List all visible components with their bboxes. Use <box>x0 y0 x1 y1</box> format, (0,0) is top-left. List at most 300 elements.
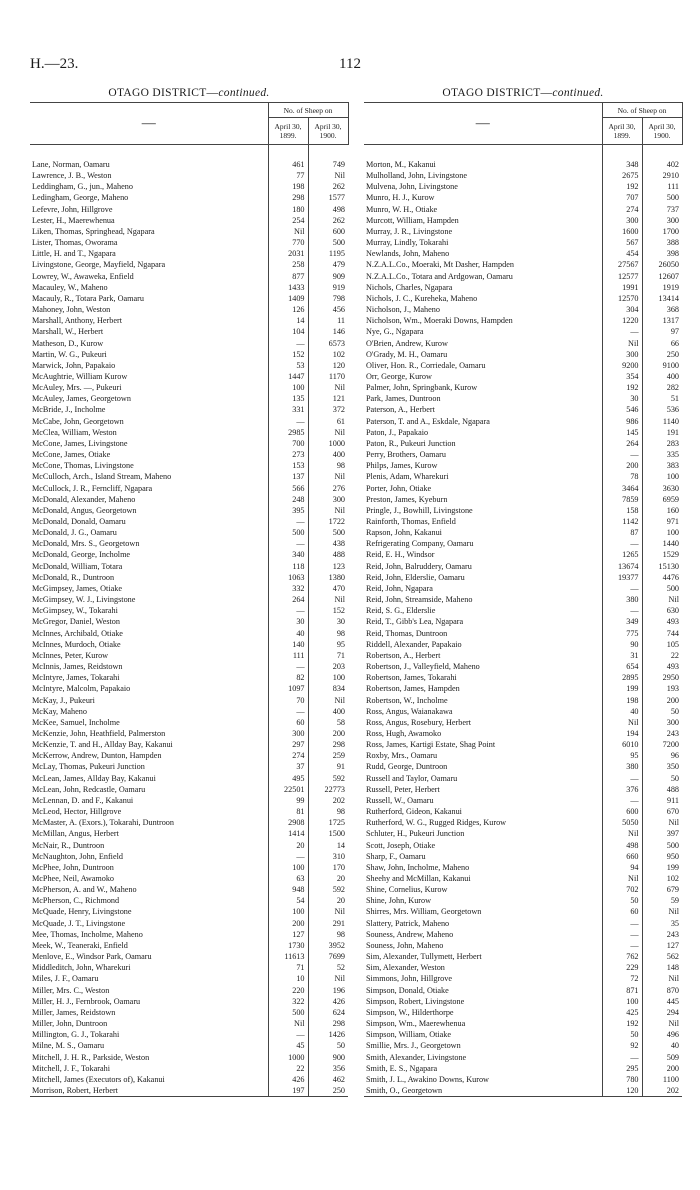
sheep-1900: 488 <box>642 784 682 795</box>
owner-name: McGimpsey, James, Otiake <box>32 583 122 593</box>
owner-name: McCone, James, Livingstone <box>32 438 128 448</box>
sheep-1900: 335 <box>642 449 682 460</box>
table-row <box>364 806 682 817</box>
year-1900-header: April 30, 1900. <box>642 118 682 145</box>
owner-name: O'Grady, M. H., Oamaru <box>366 349 448 359</box>
sheep-1900: 95 <box>308 639 348 650</box>
sheep-1900: 160 <box>642 505 682 516</box>
sheep-1900: 500 <box>642 583 682 594</box>
owner-name: McKee, Samuel, Incholme <box>32 717 120 727</box>
table-row <box>364 650 682 661</box>
sheep-1899: 546 <box>602 404 642 415</box>
table-row <box>30 1085 348 1097</box>
year-1899-header: April 30, 1899. <box>268 118 308 145</box>
owner-name: McGimpsey, W. J., Livingstone <box>32 595 136 605</box>
sheep-1899: — <box>268 661 308 672</box>
sheep-1899: 60 <box>268 717 308 728</box>
sheep-1900: 59 <box>642 895 682 906</box>
sheep-1900: 1700 <box>642 226 682 237</box>
sheep-1900: 1317 <box>642 315 682 326</box>
owner-name: Perry, Brothers, Oamaru <box>366 450 446 460</box>
sheep-1899: Nil <box>268 226 308 237</box>
owner-name: Nichols, J. C., Kureheka, Maheno <box>366 293 478 303</box>
owner-name: Reid, John, Streamside, Maheno <box>366 595 473 605</box>
table-row <box>30 985 348 996</box>
table-row <box>364 215 682 226</box>
table-row <box>364 962 682 973</box>
sheep-1899: 295 <box>602 1063 642 1074</box>
sheep-1899: 7859 <box>602 494 642 505</box>
owner-name: McCone, James, Otiake <box>32 450 111 460</box>
sheep-1899: 40 <box>268 628 308 639</box>
sheep-1899: 153 <box>268 460 308 471</box>
table-row <box>364 572 682 583</box>
sheep-1899: 118 <box>268 561 308 572</box>
table-row <box>30 170 348 181</box>
owner-name: McLeod, Hector, Hillgrove <box>32 807 122 817</box>
owner-name: Little, H. and T., Ngapara <box>32 249 116 259</box>
table-row <box>30 918 348 929</box>
table-row <box>364 828 682 839</box>
owner-name: Lawrence, J. B., Weston <box>32 171 112 181</box>
owner-name: Schluter, H., Pukeuri Junction <box>366 829 465 839</box>
sheep-1899: 871 <box>602 985 642 996</box>
sheep-count-header: No. of Sheep on <box>268 103 348 118</box>
sheep-1900: 1577 <box>308 192 348 203</box>
spacer-row <box>30 145 348 160</box>
sheep-1899: 300 <box>602 215 642 226</box>
owner-name: Shine, Cornelius, Kurow <box>366 885 448 895</box>
sheep-1900: 61 <box>308 416 348 427</box>
sheep-1900: 1170 <box>308 371 348 382</box>
sheep-1900: 679 <box>642 884 682 895</box>
sheep-1900: 2950 <box>642 672 682 683</box>
table-row <box>364 817 682 828</box>
sheep-1900: 102 <box>642 873 682 884</box>
owner-name: McKenzie, T. and H., Allday Bay, Kakanui <box>32 740 173 750</box>
owner-name: Smillie, Mrs. J., Georgetown <box>366 1041 461 1051</box>
sheep-1900: 950 <box>642 851 682 862</box>
sheep-1899: 948 <box>268 884 308 895</box>
sheep-1900: Nil <box>642 1018 682 1029</box>
owner-name: Rutherford, Gideon, Kakanui <box>366 807 462 817</box>
table-row <box>364 371 682 382</box>
owner-name: McInnes, Archibald, Otiake <box>32 628 123 638</box>
owner-name: Simpson, Robert, Livingstone <box>366 996 465 1006</box>
sheep-1900: 300 <box>642 215 682 226</box>
table-row <box>30 750 348 761</box>
district-title-right: OTAGO DISTRICT—continued. <box>442 87 604 99</box>
sheep-1900: 120 <box>308 360 348 371</box>
sheep-1899: 1433 <box>268 282 308 293</box>
owner-name: Robertson, J., Valleyfield, Maheno <box>366 662 480 672</box>
sheep-1899: 1730 <box>268 940 308 951</box>
sheep-1899: 264 <box>602 438 642 449</box>
sheep-1900: 562 <box>642 951 682 962</box>
table-row <box>364 483 682 494</box>
sheep-1900: 11 <box>308 315 348 326</box>
table-row <box>364 1029 682 1040</box>
table-row <box>30 706 348 717</box>
table-row <box>364 1040 682 1051</box>
sheep-1900: 196 <box>308 985 348 996</box>
sheep-1899: 395 <box>268 505 308 516</box>
owner-name: Murcott, William, Hampden <box>366 215 459 225</box>
table-row <box>30 438 348 449</box>
table-row <box>364 226 682 237</box>
sheep-1899: 332 <box>268 583 308 594</box>
sheep-1899: 770 <box>268 237 308 248</box>
sheep-1899: Nil <box>602 873 642 884</box>
owner-name: Mahoney, John, Weston <box>32 305 111 315</box>
owner-name: Morton, M., Kakanui <box>366 160 436 169</box>
sheep-1899: 380 <box>602 761 642 772</box>
table-row <box>30 1052 348 1063</box>
sheep-1900: 1140 <box>642 416 682 427</box>
sheep-1899: 127 <box>268 929 308 940</box>
sheep-1899: 92 <box>602 1040 642 1051</box>
sheep-1900: 262 <box>308 215 348 226</box>
sheep-1899: — <box>268 338 308 349</box>
sheep-1900: 1100 <box>642 1074 682 1085</box>
sheep-1899: 120 <box>602 1085 642 1097</box>
owner-name: McBride, J., Incholme <box>32 405 106 415</box>
table-row <box>364 1007 682 1018</box>
sheep-table-left <box>30 102 349 1097</box>
table-row <box>364 672 682 683</box>
sheep-1899: 2895 <box>602 672 642 683</box>
table-row <box>30 717 348 728</box>
sheep-1899: 104 <box>268 326 308 337</box>
sheep-1899: 63 <box>268 873 308 884</box>
table-row <box>30 739 348 750</box>
sheep-1900: Nil <box>642 817 682 828</box>
table-row <box>30 282 348 293</box>
sheep-1900: 259 <box>308 750 348 761</box>
sheep-1899: — <box>268 538 308 549</box>
sheep-1899: 425 <box>602 1007 642 1018</box>
owner-name: Simpson, William, Otiake <box>366 1030 452 1040</box>
sheep-1899: 3464 <box>602 483 642 494</box>
table-row <box>30 884 348 895</box>
table-row <box>364 840 682 851</box>
table-row <box>364 918 682 929</box>
owner-name: Reid, John, Elderslie, Oamaru <box>366 572 465 582</box>
sheep-1900: 105 <box>642 639 682 650</box>
owner-name: Robertson, James, Tokarahi <box>366 673 457 683</box>
table-row <box>30 181 348 192</box>
sheep-1900: 402 <box>642 159 682 170</box>
sheep-1900: Nil <box>308 594 348 605</box>
owner-name: Park, James, Duntroon <box>366 394 441 404</box>
table-row <box>30 271 348 282</box>
sheep-1900: 971 <box>642 516 682 527</box>
owner-name: McAuley, James, Georgetown <box>32 394 131 404</box>
table-row <box>30 538 348 549</box>
owner-name: Mitchell, J. H. R., Parkside, Weston <box>32 1052 150 1062</box>
sheep-1899: — <box>602 326 642 337</box>
sheep-1900: Nil <box>642 594 682 605</box>
sheep-1900: 2910 <box>642 170 682 181</box>
right-column <box>364 84 682 1097</box>
table-row <box>364 192 682 203</box>
table-row <box>30 338 348 349</box>
table-row <box>30 650 348 661</box>
sheep-1899: 20 <box>268 840 308 851</box>
sheep-1900: 243 <box>642 929 682 940</box>
owner-name: Paterson, T. and A., Eskdale, Ngapara <box>366 416 490 426</box>
sheep-1899: 304 <box>602 304 642 315</box>
table-row <box>30 471 348 482</box>
owner-name: Russell and Taylor, Oamaru <box>366 773 458 783</box>
table-row <box>30 360 348 371</box>
owner-name: McDonald, Alexander, Maheno <box>32 494 136 504</box>
owner-name: McDonald, Mrs. S., Georgetown <box>32 539 140 549</box>
sheep-1899: 298 <box>268 192 308 203</box>
table-row <box>364 427 682 438</box>
owner-name: Shine, John, Kurow <box>366 896 432 906</box>
sheep-1900: 111 <box>642 181 682 192</box>
owner-name: Mitchell, J. F., Tokarahi <box>32 1063 110 1073</box>
table-row <box>364 282 682 293</box>
table-row <box>30 516 348 527</box>
owner-name: McPherson, A. and W., Maheno <box>32 885 137 895</box>
owner-name: Smith, J. L., Awakino Downs, Kurow <box>366 1074 489 1084</box>
table-row <box>30 773 348 784</box>
sheep-1900: 100 <box>308 672 348 683</box>
sheep-1899: 702 <box>602 884 642 895</box>
sheep-1900: 1725 <box>308 817 348 828</box>
sheep-1899: 158 <box>602 505 642 516</box>
owner-name: Morrison, Robert, Herbert <box>30 1085 268 1097</box>
table-row <box>30 561 348 572</box>
sheep-1899: 9200 <box>602 360 642 371</box>
sheep-1900: 50 <box>642 773 682 784</box>
sheep-1900: 199 <box>642 862 682 873</box>
table-row <box>30 817 348 828</box>
owner-name: Simmons, John, Hillgrove <box>366 974 452 984</box>
owner-name: McInnis, James, Reidstown <box>32 662 123 672</box>
owner-name: Nicholson, J., Maheno <box>366 305 440 315</box>
owner-name: McKenzie, John, Heathfield, Palmerston <box>32 728 166 738</box>
sheep-1899: 100 <box>268 862 308 873</box>
table-row <box>364 159 682 170</box>
owner-name: Robertson, James, Hampden <box>366 684 460 694</box>
table-row <box>364 683 682 694</box>
table-row <box>30 761 348 772</box>
owner-name: Nicholson, Wm., Moeraki Downs, Hampden <box>366 316 513 326</box>
sheep-1899: — <box>602 773 642 784</box>
sheep-1899: — <box>268 851 308 862</box>
owner-name: McDonald, George, Incholme <box>32 550 131 560</box>
owner-name: Rutherford, W. G., Rugged Ridges, Kurow <box>366 818 507 828</box>
owner-name: Sim, Alexander, Tullymett, Herbert <box>366 952 482 962</box>
owner-name: Russell, Peter, Herbert <box>366 784 440 794</box>
table-row <box>364 639 682 650</box>
table-row <box>364 616 682 627</box>
sheep-1899: 500 <box>268 527 308 538</box>
table-row <box>30 248 348 259</box>
sheep-1900: 20 <box>308 895 348 906</box>
owner-name: McCullock, J. R., Ferncliff, Ngapara <box>32 483 153 493</box>
table-row <box>364 248 682 259</box>
table-row <box>30 583 348 594</box>
sheep-1900: 152 <box>308 605 348 616</box>
owner-name: Simpson, Wm., Maerewhenua <box>366 1019 466 1029</box>
sheep-1900: 13414 <box>642 293 682 304</box>
owner-name: Preston, James, Kyeburn <box>366 494 448 504</box>
sheep-1899: 274 <box>602 204 642 215</box>
table-row <box>364 237 682 248</box>
table-row <box>30 683 348 694</box>
sheep-1900: 1440 <box>642 538 682 549</box>
sheep-1900: 624 <box>308 1007 348 1018</box>
owner-name: McKerrow, Andrew, Dunton, Hampden <box>32 751 162 761</box>
sheep-1899: 340 <box>268 549 308 560</box>
sheep-1899: 11613 <box>268 951 308 962</box>
sheep-1899: 654 <box>602 661 642 672</box>
owner-name: Plenis, Adam, Wharekuri <box>366 472 449 482</box>
sheep-1899: 567 <box>602 237 642 248</box>
sheep-1900: 51 <box>642 393 682 404</box>
owner-name: Meek, W., Teaneraki, Enfield <box>32 940 128 950</box>
sheep-1899: 60 <box>602 906 642 917</box>
table-row <box>30 293 348 304</box>
owner-name: Scott, Joseph, Otiake <box>366 840 436 850</box>
sheep-1899: 220 <box>268 985 308 996</box>
sheep-1900: 3952 <box>308 940 348 951</box>
sheep-1899: 200 <box>602 460 642 471</box>
sheep-1900: 100 <box>642 471 682 482</box>
sheep-1899: 192 <box>602 1018 642 1029</box>
sheep-1900: 50 <box>642 706 682 717</box>
sheep-1899: 6010 <box>602 739 642 750</box>
table-row <box>364 906 682 917</box>
sheep-1899: 700 <box>268 438 308 449</box>
table-row <box>30 906 348 917</box>
table-row <box>364 494 682 505</box>
table-row <box>30 996 348 1007</box>
table-row <box>364 862 682 873</box>
owner-name: McDonald, Donald, Oamaru <box>32 517 126 526</box>
owner-name: Lane, Norman, Oamaru <box>32 160 110 169</box>
owner-name: Millington, G. J., Tokarahi <box>32 1030 120 1040</box>
sheep-1899: 99 <box>268 795 308 806</box>
owner-name: Riddell, Alexander, Papakaio <box>366 639 462 649</box>
owner-name: Smith, O., Georgetown <box>364 1085 602 1097</box>
table-row <box>364 940 682 951</box>
sheep-1900: Nil <box>308 382 348 393</box>
sheep-1900: 262 <box>308 181 348 192</box>
sheep-1900: 30 <box>308 616 348 627</box>
owner-name: Paterson, A., Herbert <box>366 405 435 415</box>
sheep-1900: 400 <box>308 449 348 460</box>
table-row <box>364 973 682 984</box>
table-row <box>30 973 348 984</box>
sheep-1899: 498 <box>602 840 642 851</box>
sheep-1899: 145 <box>602 427 642 438</box>
owner-name: O'Brien, Andrew, Kurow <box>366 338 448 348</box>
sheep-1900: Nil <box>308 471 348 482</box>
table-row <box>30 449 348 460</box>
owner-name: Ross, Angus, Waianakawa <box>366 706 453 716</box>
table-row <box>364 271 682 282</box>
sheep-1899: 5050 <box>602 817 642 828</box>
sheep-1899: Nil <box>602 828 642 839</box>
owner-name: Palmer, John, Springbank, Kurow <box>366 383 478 393</box>
sheep-1899: 82 <box>268 672 308 683</box>
sheep-1900: 283 <box>642 438 682 449</box>
sheep-1900: 397 <box>642 828 682 839</box>
sheep-1900: 22 <box>642 650 682 661</box>
sheep-1900: 200 <box>308 728 348 739</box>
sheep-1899: 126 <box>268 304 308 315</box>
table-row <box>30 404 348 415</box>
page-reference: H.—23. <box>30 56 79 72</box>
table-row <box>30 806 348 817</box>
sheep-1900: 250 <box>642 349 682 360</box>
owner-name: Munro, H. J., Kurow <box>366 193 435 203</box>
sheep-1899: 566 <box>268 483 308 494</box>
owner-name: McDonald, J. G., Oamaru <box>32 528 117 538</box>
sheep-1899: 111 <box>268 650 308 661</box>
sheep-1900: 630 <box>642 605 682 616</box>
table-row <box>30 895 348 906</box>
district-title-left: OTAGO DISTRICT—continued. <box>108 87 270 99</box>
sheep-1900: 100 <box>642 527 682 538</box>
owner-name: Sim, Alexander, Weston <box>366 963 445 973</box>
sheep-1900: 500 <box>308 237 348 248</box>
sheep-1899: 1265 <box>602 549 642 560</box>
table-row <box>364 717 682 728</box>
owner-name: McPhee, John, Duntroon <box>32 862 114 872</box>
sheep-1899: 1097 <box>268 683 308 694</box>
sheep-1900: 498 <box>308 204 348 215</box>
table-row <box>30 594 348 605</box>
owner-name: Murray, Lindly, Tokarahi <box>366 238 449 248</box>
sheep-1899: 2031 <box>268 248 308 259</box>
owner-name: Reid, John, Balruddery, Oamaru <box>366 561 472 571</box>
owner-name: Rainforth, Thomas, Enfield <box>366 517 456 526</box>
table-row <box>364 393 682 404</box>
table-row <box>30 192 348 203</box>
sheep-1900: 388 <box>642 237 682 248</box>
table-row <box>30 929 348 940</box>
table-row <box>364 594 682 605</box>
sheep-1899: 1447 <box>268 371 308 382</box>
sheep-1900: 98 <box>308 628 348 639</box>
sheep-1900: 191 <box>642 427 682 438</box>
sheep-1899: 258 <box>268 259 308 270</box>
sheep-1900: Nil <box>308 505 348 516</box>
sheep-1899: 12577 <box>602 271 642 282</box>
sheep-1900: 3630 <box>642 483 682 494</box>
table-row <box>364 795 682 806</box>
table-row <box>30 695 348 706</box>
sheep-1899: 322 <box>268 996 308 1007</box>
sheep-1900: 98 <box>308 806 348 817</box>
table-row <box>364 951 682 962</box>
sheep-1899: 229 <box>602 962 642 973</box>
sheep-1900: 170 <box>308 862 348 873</box>
sheep-1899: Nil <box>602 338 642 349</box>
table-row <box>364 259 682 270</box>
table-row <box>30 304 348 315</box>
sheep-1900: 400 <box>642 371 682 382</box>
sheep-1899: 2675 <box>602 170 642 181</box>
table-row <box>364 471 682 482</box>
owner-name: Robertson, W., Incholme <box>366 695 448 705</box>
